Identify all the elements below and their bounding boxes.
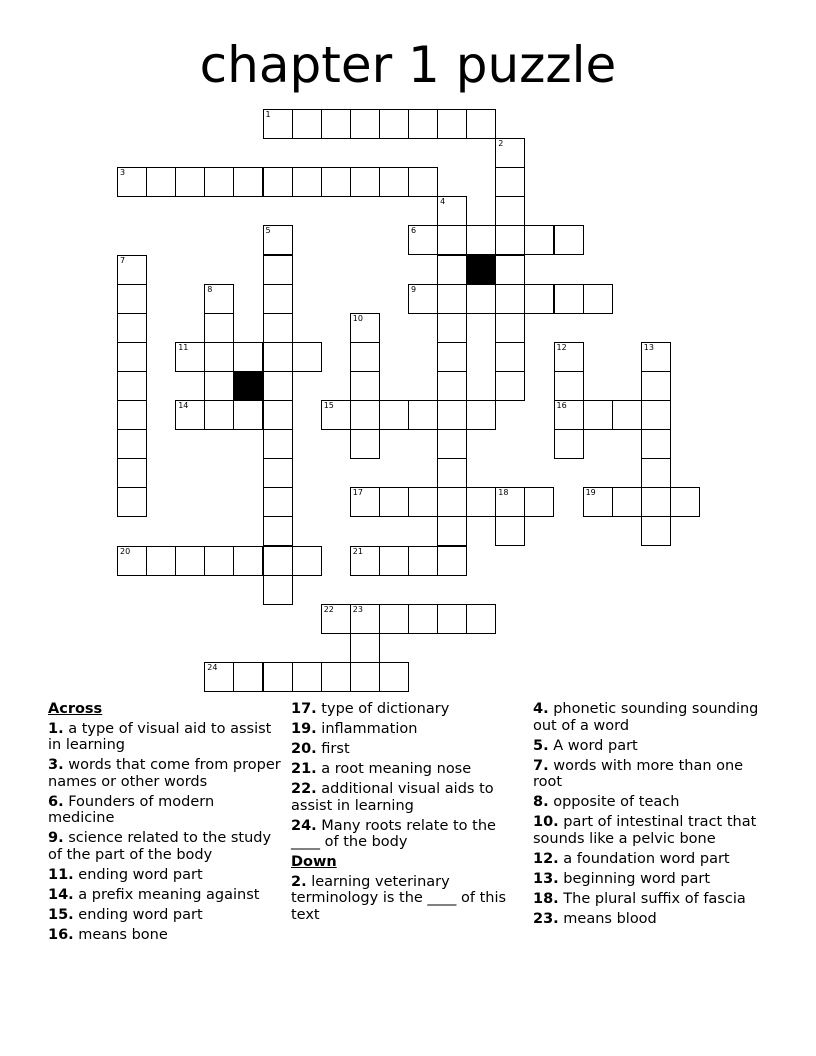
- clue-num: 8.: [533, 794, 549, 810]
- clue-number: 18: [498, 488, 509, 498]
- clue-number: 13: [643, 342, 654, 352]
- crossword-cell[interactable]: [204, 662, 234, 692]
- crossword-cell[interactable]: [263, 255, 293, 285]
- clue-number: 5: [265, 226, 271, 236]
- crossword-cell[interactable]: [495, 255, 525, 285]
- crossword-cell[interactable]: [350, 109, 380, 139]
- clue-num: 19.: [291, 721, 317, 737]
- clue-number: 8: [207, 284, 213, 294]
- clue-num: 22.: [291, 781, 317, 797]
- clue-num: 21.: [291, 761, 317, 777]
- crossword-cell[interactable]: [204, 342, 234, 372]
- clue-text: inflammation: [321, 721, 418, 737]
- crossword-cell[interactable]: [175, 342, 205, 372]
- clue-num: 23.: [533, 910, 559, 927]
- crossword-cell[interactable]: [117, 313, 147, 343]
- crossword-black-cell: [233, 371, 263, 401]
- crossword-cell[interactable]: [554, 429, 584, 459]
- crossword-cell[interactable]: [379, 604, 409, 634]
- across-clue: [291, 701, 527, 718]
- crossword-cell[interactable]: [495, 196, 525, 226]
- crossword-cell[interactable]: [583, 487, 613, 517]
- clue-num: 15.: [48, 906, 74, 923]
- crossword-cell[interactable]: [233, 546, 263, 576]
- clue-num: 17.: [291, 701, 317, 717]
- clue-text: words that come from proper names or other words: [48, 757, 281, 790]
- crossword-cell[interactable]: [437, 458, 467, 488]
- clue-text: type of dictionary: [321, 701, 450, 717]
- crossword-cell[interactable]: [379, 109, 409, 139]
- clue-text: means blood: [563, 910, 657, 927]
- clue-text: ending word part: [78, 866, 203, 883]
- crossword-cell[interactable]: [350, 633, 380, 663]
- crossword-cell[interactable]: [641, 458, 671, 488]
- clue-number: 15: [323, 401, 334, 410]
- crossword-cell[interactable]: [437, 313, 467, 343]
- clue-text: part of intestinal tract that sounds like a pelvic bone: [533, 814, 757, 847]
- down-clue: [533, 738, 769, 755]
- crossword-cell[interactable]: [612, 400, 642, 430]
- crossword-cell[interactable]: [408, 604, 438, 634]
- crossword-cell[interactable]: [117, 487, 147, 517]
- crossword-cell[interactable]: [495, 284, 525, 314]
- across-clue: [291, 761, 527, 778]
- crossword-cell[interactable]: [292, 109, 322, 139]
- crossword-cell[interactable]: [204, 167, 234, 197]
- clue-text: beginning word part: [563, 870, 711, 887]
- crossword-cell[interactable]: [437, 400, 467, 430]
- crossword-cell[interactable]: [437, 284, 467, 314]
- clue-text: phonetic sounding sounding out of a word: [533, 701, 759, 734]
- crossword-cell[interactable]: [263, 575, 293, 605]
- crossword-cell[interactable]: [408, 400, 438, 430]
- crossword-cell[interactable]: [292, 662, 322, 692]
- crossword-cell[interactable]: [583, 284, 613, 314]
- crossword-cell[interactable]: [204, 313, 234, 343]
- crossword-cell[interactable]: [321, 167, 351, 197]
- crossword-cell[interactable]: [350, 342, 380, 372]
- down-clue: [533, 701, 769, 734]
- crossword-cell[interactable]: [437, 429, 467, 459]
- crossword-cell[interactable]: [263, 429, 293, 459]
- crossword-cell[interactable]: [554, 342, 584, 372]
- clue-number: 2: [498, 139, 504, 149]
- crossword-cell[interactable]: [146, 167, 176, 197]
- crossword-cell[interactable]: [641, 342, 671, 372]
- crossword-cell[interactable]: [466, 284, 496, 314]
- clue-number: 19: [585, 488, 596, 498]
- crossword-cell[interactable]: [408, 284, 438, 314]
- clue-text: ending word part: [78, 906, 203, 923]
- clue-number: 6: [411, 226, 417, 236]
- crossword-cell[interactable]: [117, 342, 147, 372]
- crossword-cell[interactable]: [263, 546, 293, 576]
- crossword-cell[interactable]: [437, 225, 467, 255]
- crossword-cell[interactable]: [379, 400, 409, 430]
- across-clue: [48, 757, 284, 790]
- crossword-cell[interactable]: [379, 662, 409, 692]
- crossword-cell[interactable]: [350, 400, 380, 430]
- crossword-cell[interactable]: [350, 167, 380, 197]
- crossword-cell[interactable]: [263, 109, 293, 139]
- clue-text: learning veterinary terminology is the ____ of this text: [291, 873, 507, 923]
- crossword-cell[interactable]: [350, 429, 380, 459]
- crossword-cell[interactable]: [437, 546, 467, 576]
- clue-num: 24.: [291, 817, 317, 834]
- clue-text: words with more than one root: [533, 757, 744, 790]
- crossword-cell[interactable]: [554, 284, 584, 314]
- clue-text: opposite of teach: [553, 794, 680, 810]
- crossword-cell[interactable]: [263, 458, 293, 488]
- crossword-cell[interactable]: [350, 604, 380, 634]
- crossword-cell[interactable]: [524, 225, 554, 255]
- crossword-cell[interactable]: [263, 516, 293, 546]
- down-clue: [533, 891, 769, 908]
- clue-num: 9.: [48, 830, 64, 846]
- crossword-cell[interactable]: [466, 400, 496, 430]
- clue-num: 5.: [533, 737, 549, 754]
- crossword-cell[interactable]: [233, 167, 263, 197]
- clue-num: 3.: [48, 757, 64, 773]
- crossword-cell[interactable]: [524, 284, 554, 314]
- crossword-cell[interactable]: [495, 225, 525, 255]
- crossword-cell[interactable]: [495, 313, 525, 343]
- crossword-cell[interactable]: [263, 167, 293, 197]
- crossword-cell[interactable]: [612, 487, 642, 517]
- crossword-cell[interactable]: [263, 662, 293, 692]
- crossword-cell[interactable]: [350, 313, 380, 343]
- crossword-cell[interactable]: [117, 284, 147, 314]
- clue-number: 7: [120, 255, 126, 265]
- crossword-cell[interactable]: [117, 167, 147, 197]
- clue-number: 17: [352, 488, 363, 498]
- crossword-cell[interactable]: [495, 342, 525, 372]
- crossword-cell[interactable]: [495, 138, 525, 168]
- down-clue: [533, 814, 769, 847]
- clue-text: A word part: [553, 737, 638, 754]
- crossword-cell[interactable]: [437, 255, 467, 285]
- down-clue: [533, 758, 769, 791]
- crossword-cell[interactable]: [321, 400, 351, 430]
- clue-number: 4: [440, 197, 446, 207]
- across-heading: Across: [48, 701, 103, 717]
- crossword-cell[interactable]: [408, 167, 438, 197]
- crossword-cell[interactable]: [204, 371, 234, 401]
- clue-num: 7.: [533, 757, 549, 774]
- crossword-cell[interactable]: [495, 487, 525, 517]
- crossword-cell[interactable]: [379, 167, 409, 197]
- crossword-cell[interactable]: [466, 109, 496, 139]
- crossword-cell[interactable]: [554, 400, 584, 430]
- crossword-cell[interactable]: [321, 662, 351, 692]
- clue-num: 11.: [48, 866, 74, 883]
- crossword-cell[interactable]: [641, 516, 671, 546]
- crossword-cell[interactable]: [263, 371, 293, 401]
- crossword-cell[interactable]: [204, 284, 234, 314]
- crossword-cell[interactable]: [117, 255, 147, 285]
- down-clue: [291, 874, 527, 924]
- crossword-cell[interactable]: [263, 313, 293, 343]
- clue-number: 20: [120, 546, 131, 556]
- crossword-cell[interactable]: [641, 371, 671, 401]
- clue-number: 11: [178, 342, 189, 352]
- crossword-cell[interactable]: [495, 167, 525, 197]
- clue-num: 20.: [291, 741, 317, 757]
- crossword-cell[interactable]: [263, 487, 293, 517]
- clue-num: 1.: [48, 720, 64, 737]
- across-clue: [48, 830, 284, 863]
- crossword-cell[interactable]: [437, 109, 467, 139]
- clue-num: 18.: [533, 890, 559, 907]
- crossword-cell[interactable]: [437, 487, 467, 517]
- crossword-cell[interactable]: [350, 662, 380, 692]
- clue-text: Many roots relate to the ____ of the body: [291, 817, 496, 850]
- crossword-cell[interactable]: [408, 487, 438, 517]
- clue-num: 14.: [48, 886, 74, 903]
- crossword-cell[interactable]: [437, 516, 467, 546]
- crossword-cell[interactable]: [641, 400, 671, 430]
- clue-number: 3: [120, 168, 126, 178]
- across-clue: [48, 867, 284, 884]
- crossword-cell[interactable]: [670, 487, 700, 517]
- crossword-cell[interactable]: [175, 400, 205, 430]
- across-clue: [291, 741, 527, 758]
- clues-column-1: [48, 701, 284, 947]
- clue-number: 1: [265, 110, 271, 119]
- crossword-cell[interactable]: [117, 429, 147, 459]
- crossword-cell[interactable]: [175, 546, 205, 576]
- crossword-cell[interactable]: [117, 546, 147, 576]
- crossword-cell[interactable]: [408, 225, 438, 255]
- clue-number: 12: [556, 342, 567, 352]
- clue-text: The plural suffix of fascia: [563, 890, 746, 907]
- crossword-cell[interactable]: [379, 487, 409, 517]
- across-clue: [291, 818, 527, 851]
- crossword-cell[interactable]: [292, 546, 322, 576]
- crossword-cell[interactable]: [263, 284, 293, 314]
- clue-num: 16.: [48, 926, 74, 943]
- crossword-cell[interactable]: [233, 662, 263, 692]
- crossword-cell[interactable]: [466, 604, 496, 634]
- crossword-cell[interactable]: [204, 546, 234, 576]
- clue-text: first: [321, 741, 350, 757]
- crossword-cell[interactable]: [466, 225, 496, 255]
- crossword-cell[interactable]: [350, 371, 380, 401]
- down-clue: [533, 871, 769, 888]
- clue-text: a foundation word part: [563, 850, 730, 867]
- down-heading: Down: [291, 854, 337, 870]
- clue-num: 2.: [291, 873, 307, 890]
- clue-num: 12.: [533, 850, 559, 867]
- clue-number: 10: [352, 313, 363, 323]
- crossword-cell[interactable]: [408, 109, 438, 139]
- across-clue: [291, 721, 527, 738]
- crossword-cell[interactable]: [495, 371, 525, 401]
- crossword-black-cell: [466, 255, 496, 285]
- clue-num: 10.: [533, 814, 559, 830]
- down-clue: [533, 794, 769, 811]
- crossword-cell[interactable]: [292, 167, 322, 197]
- across-clue: [48, 721, 284, 754]
- clue-number: 16: [556, 401, 567, 410]
- across-clue: [48, 907, 284, 924]
- clue-num: 13.: [533, 870, 559, 887]
- crossword-cell[interactable]: [233, 342, 263, 372]
- clue-number: 14: [178, 401, 189, 410]
- crossword-cell[interactable]: [350, 487, 380, 517]
- crossword-cell[interactable]: [641, 429, 671, 459]
- across-clue: [48, 794, 284, 827]
- crossword-cell[interactable]: [233, 400, 263, 430]
- clue-number: 9: [411, 284, 417, 294]
- crossword-cell[interactable]: [437, 342, 467, 372]
- clue-text: additional visual aids to assist in learning: [291, 781, 494, 814]
- crossword-cell[interactable]: [117, 400, 147, 430]
- down-clue: [533, 851, 769, 868]
- clue-number: 23: [352, 604, 363, 614]
- across-clue: [48, 887, 284, 904]
- crossword-cell[interactable]: [408, 546, 438, 576]
- crossword-cell[interactable]: [437, 604, 467, 634]
- clue-text: science related to the study of the part of the body: [48, 830, 272, 863]
- clue-text: a root meaning nose: [321, 761, 472, 777]
- puzzle-title: chapter 1 puzzle: [199, 36, 617, 94]
- clues-column-2: [291, 701, 527, 927]
- crossword-cell[interactable]: [350, 546, 380, 576]
- crossword-cell[interactable]: [263, 225, 293, 255]
- crossword-cell[interactable]: [175, 167, 205, 197]
- crossword-cell[interactable]: [146, 546, 176, 576]
- across-clue: [48, 927, 284, 944]
- crossword-cell[interactable]: [641, 487, 671, 517]
- clue-num: 6.: [48, 793, 64, 810]
- clue-number: 24: [207, 662, 218, 672]
- crossword-cell[interactable]: [466, 487, 496, 517]
- clue-text: means bone: [78, 926, 168, 943]
- crossword-cell[interactable]: [263, 342, 293, 372]
- crossword-cell[interactable]: [321, 604, 351, 634]
- crossword-cell[interactable]: [117, 371, 147, 401]
- crossword-cell[interactable]: [437, 196, 467, 226]
- crossword-cell[interactable]: [117, 458, 147, 488]
- clue-text: Founders of modern medicine: [48, 793, 215, 826]
- crossword-cell[interactable]: [495, 516, 525, 546]
- crossword-cell[interactable]: [554, 371, 584, 401]
- crossword-cell[interactable]: [321, 109, 351, 139]
- crossword-cell[interactable]: [583, 400, 613, 430]
- crossword-cell[interactable]: [204, 400, 234, 430]
- crossword-cell[interactable]: [379, 546, 409, 576]
- down-clue: [533, 911, 769, 928]
- crossword-cell[interactable]: [263, 400, 293, 430]
- crossword-cell[interactable]: [524, 487, 554, 517]
- clue-text: a prefix meaning against: [78, 886, 260, 903]
- clues-column-3: [533, 701, 769, 931]
- across-clue: [291, 781, 527, 814]
- crossword-cell[interactable]: [554, 225, 584, 255]
- clue-number: 21: [352, 546, 363, 556]
- clue-num: 4.: [533, 701, 549, 717]
- clue-number: 22: [323, 604, 334, 614]
- crossword-cell[interactable]: [437, 371, 467, 401]
- clue-text: a type of visual aid to assist in learning: [48, 720, 272, 753]
- crossword-cell[interactable]: [292, 342, 322, 372]
